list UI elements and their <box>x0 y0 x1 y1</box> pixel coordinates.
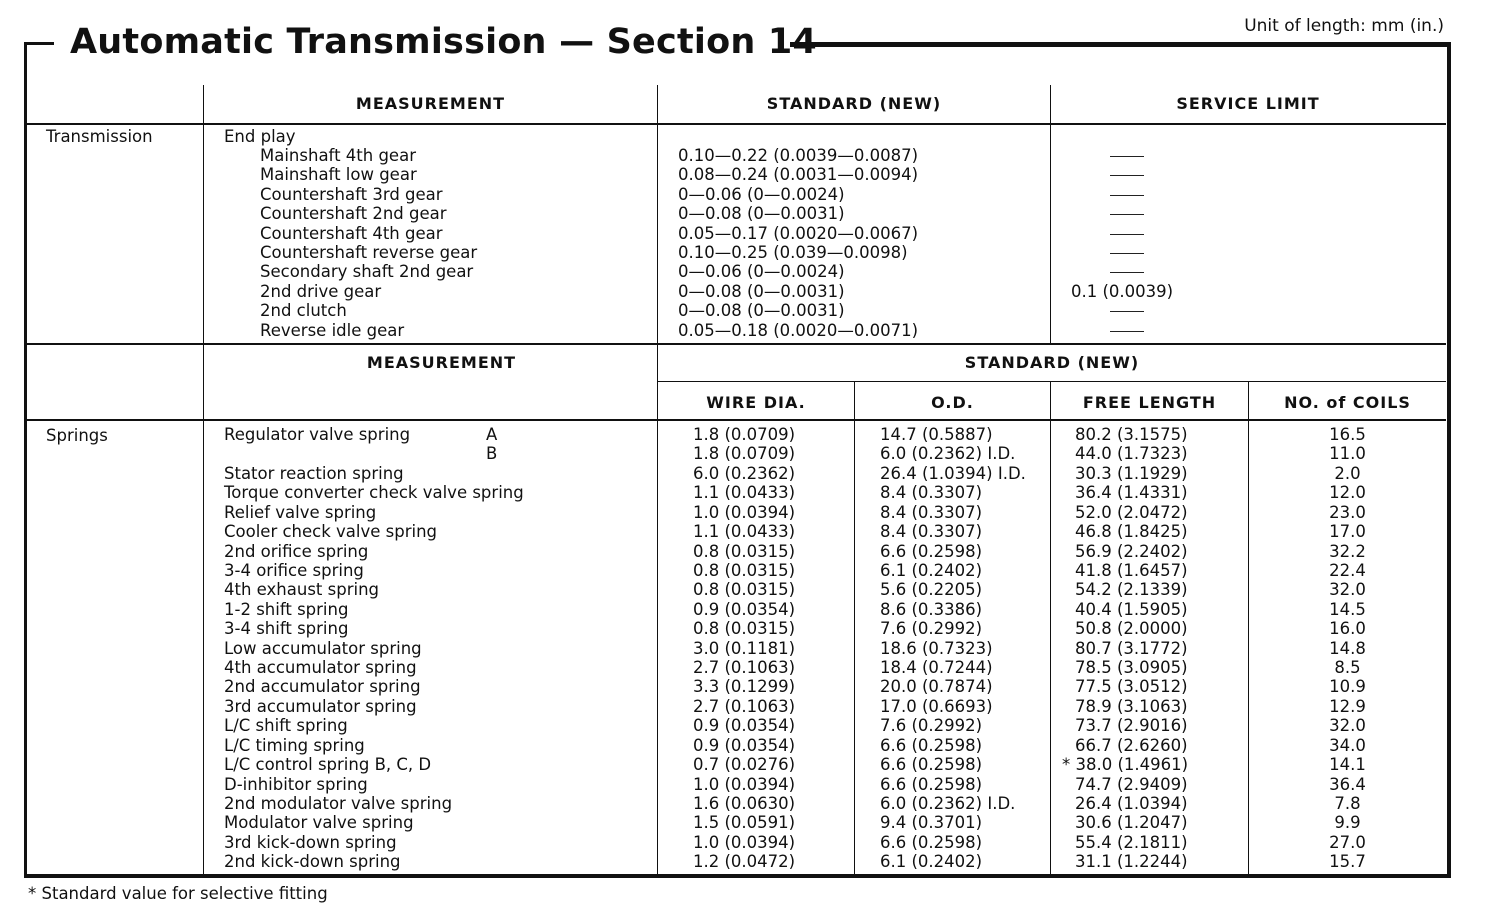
transmission-standard: 0.05—0.18 (0.0020—0.0071) <box>678 320 919 340</box>
spring-free-length: 31.1 (1.2244) <box>1075 852 1188 872</box>
transmission-standard: 0—0.08 (0—0.0031) <box>678 281 845 301</box>
spring-od: 6.1 (0.2402) <box>880 560 983 580</box>
spring-item: Torque converter check valve spring <box>224 483 524 503</box>
spring-wire-dia: 6.0 (0.2362) <box>693 463 796 483</box>
transmission-item: Countershaft reverse gear <box>260 243 478 262</box>
spring-od: 8.4 (0.3307) <box>880 502 983 522</box>
spring-od: 18.6 (0.7323) <box>880 638 993 658</box>
spring-coils: 27.0 <box>1329 832 1366 852</box>
no-limit-dash <box>1110 165 1144 184</box>
transmission-item: 2nd drive gear <box>260 281 382 301</box>
spring-free-length: 44.0 (1.7323) <box>1075 444 1188 464</box>
spring-wire-dia: 1.1 (0.0433) <box>693 483 796 503</box>
rule-header1 <box>24 123 1446 125</box>
spring-coils: 16.5 <box>1329 425 1366 444</box>
spring-coils: 32.2 <box>1329 541 1366 561</box>
spring-item: D-inhibitor spring <box>224 774 368 794</box>
transmission-standard: 0.10—0.22 (0.0039—0.0087) <box>678 146 919 165</box>
t2-group-label: Springs <box>46 426 108 445</box>
spring-item: 4th accumulator spring <box>224 658 417 678</box>
spring-item: 4th exhaust spring <box>224 580 380 600</box>
spring-coils: 32.0 <box>1329 716 1366 736</box>
spring-item: 3-4 shift spring <box>224 619 349 639</box>
transmission-item: 2nd clutch <box>260 301 347 321</box>
spring-coils: 14.8 <box>1329 638 1366 658</box>
spring-coils: 8.5 <box>1334 658 1361 678</box>
t1-group-label: Transmission <box>46 127 153 146</box>
transmission-item: Reverse idle gear <box>260 320 405 340</box>
no-limit-dash <box>1110 301 1144 320</box>
spring-free-length: 56.9 (2.2402) <box>1075 541 1188 561</box>
spring-free-length: 41.8 (1.6457) <box>1075 560 1188 580</box>
spring-wire-dia: 0.7 (0.0276) <box>693 755 796 775</box>
spring-coils: 12.0 <box>1329 483 1366 503</box>
transmission-standard: 0—0.08 (0—0.0031) <box>678 204 845 224</box>
spring-wire-dia: 2.7 (0.1063) <box>693 696 796 716</box>
spring-od: 9.4 (0.3701) <box>880 813 983 833</box>
page-title: Automatic Transmission — Section 14 <box>70 22 817 62</box>
spring-free-length: * 38.0 (1.4961) <box>1062 755 1189 775</box>
spring-item: 2nd modulator valve spring <box>224 793 453 813</box>
spring-item: 2nd kick-down spring <box>224 852 401 872</box>
spring-free-length: 30.3 (1.1929) <box>1075 463 1188 483</box>
rule-subheader <box>658 381 1446 382</box>
unit-note: Unit of length: mm (in.) <box>1244 16 1444 36</box>
transmission-limit: 0.1 (0.0039) <box>1071 281 1174 301</box>
transmission-item: Countershaft 3rd gear <box>260 184 443 204</box>
t2-header-wire: WIRE DIA. <box>706 393 806 412</box>
spring-free-length: 80.7 (3.1772) <box>1075 638 1188 658</box>
transmission-item: Secondary shaft 2nd gear <box>260 262 474 282</box>
transmission-item: Mainshaft 4th gear <box>260 146 416 165</box>
rule-header2 <box>24 419 1446 421</box>
vrule-3a <box>1050 85 1051 345</box>
no-limit-dash <box>1110 321 1144 340</box>
no-limit-dash <box>1110 224 1144 243</box>
spring-wire-dia: 3.3 (0.1299) <box>693 677 796 697</box>
spring-coils: 2.0 <box>1334 463 1361 483</box>
spring-wire-dia: 0.8 (0.0315) <box>693 619 796 639</box>
spring-free-length: 80.2 (3.1575) <box>1075 425 1188 444</box>
t2-header-standard: STANDARD (NEW) <box>964 353 1140 372</box>
spring-wire-dia: 0.9 (0.0354) <box>693 716 796 736</box>
spring-free-length: 74.7 (2.9409) <box>1075 774 1188 794</box>
spring-coils: 36.4 <box>1329 774 1366 794</box>
no-limit-dash <box>1110 243 1144 262</box>
spring-coils: 14.1 <box>1329 755 1366 775</box>
rule-section <box>24 343 1446 345</box>
spring-free-length: 26.4 (1.0394) <box>1075 793 1188 813</box>
spring-free-length: 50.8 (2.0000) <box>1075 619 1188 639</box>
transmission-standard: 0.08—0.24 (0.0031—0.0094) <box>678 165 919 185</box>
t1-header-standard: STANDARD (NEW) <box>766 94 942 113</box>
vrule-free <box>1050 382 1051 874</box>
spring-coils: 15.7 <box>1329 852 1366 872</box>
spring-item: Cooler check valve spring <box>224 522 438 542</box>
spring-wire-dia: 1.5 (0.0591) <box>693 813 796 833</box>
spring-coils: 12.9 <box>1329 696 1366 716</box>
vrule-2 <box>657 85 658 874</box>
spring-wire-dia: 1.2 (0.0472) <box>693 852 796 872</box>
spring-coils: 32.0 <box>1329 580 1366 600</box>
spring-od: 8.6 (0.3386) <box>880 599 983 619</box>
spring-od: 6.6 (0.2598) <box>880 735 983 755</box>
spring-item: L/C shift spring <box>224 716 348 736</box>
spring-od: 18.4 (0.7244) <box>880 658 993 678</box>
spring-od: 6.6 (0.2598) <box>880 541 983 561</box>
spring-free-length: 30.6 (1.2047) <box>1075 813 1188 833</box>
spring-wire-dia: 0.8 (0.0315) <box>693 580 796 600</box>
transmission-standard: 0.10—0.25 (0.039—0.0098) <box>678 243 908 262</box>
spring-item: 1-2 shift spring <box>224 599 349 619</box>
spring-od: 8.4 (0.3307) <box>880 483 983 503</box>
spring-od: 7.6 (0.2992) <box>880 619 983 639</box>
spring-item: L/C control spring B, C, D <box>224 755 432 775</box>
spring-free-length: 54.2 (2.1339) <box>1075 580 1188 600</box>
spring-wire-dia: 1.6 (0.0630) <box>693 793 796 813</box>
transmission-item: Countershaft 4th gear <box>260 223 443 243</box>
spring-coils: 22.4 <box>1329 560 1366 580</box>
spring-free-length: 40.4 (1.5905) <box>1075 599 1188 619</box>
spring-wire-dia: 0.8 (0.0315) <box>693 541 796 561</box>
spring-od: 6.0 (0.2362) I.D. <box>880 793 1016 813</box>
spring-free-length: 73.7 (2.9016) <box>1075 716 1188 736</box>
spring-item: Modulator valve spring <box>224 813 414 833</box>
spring-od: 6.1 (0.2402) <box>880 852 983 872</box>
spring-free-length: 78.5 (3.0905) <box>1075 658 1188 678</box>
spring-wire-dia: 3.0 (0.1181) <box>693 638 796 658</box>
spring-variant: A <box>486 425 498 444</box>
spring-wire-dia: 0.9 (0.0354) <box>693 599 796 619</box>
spring-wire-dia: 2.7 (0.1063) <box>693 658 796 678</box>
spring-item: 2nd orifice spring <box>224 541 369 561</box>
transmission-item: Mainshaft low gear <box>260 165 417 185</box>
spring-wire-dia: 1.0 (0.0394) <box>693 832 796 852</box>
transmission-standard: 0.05—0.17 (0.0020—0.0067) <box>678 223 919 243</box>
transmission-standard: 0—0.06 (0—0.0024) <box>678 262 845 282</box>
spring-od: 26.4 (1.0394) I.D. <box>880 463 1026 483</box>
spring-wire-dia: 1.1 (0.0433) <box>693 522 796 542</box>
t1-header-measurement: MEASUREMENT <box>355 94 506 113</box>
spring-coils: 10.9 <box>1329 677 1366 697</box>
spring-od: 6.0 (0.2362) I.D. <box>880 444 1016 464</box>
spring-od: 6.6 (0.2598) <box>880 774 983 794</box>
spring-item: Low accumulator spring <box>224 638 422 658</box>
spring-item: Stator reaction spring <box>224 463 404 483</box>
spring-free-length: 66.7 (2.6260) <box>1075 735 1188 755</box>
spring-od: 6.6 (0.2598) <box>880 755 983 775</box>
spring-free-length: 52.0 (2.0472) <box>1075 502 1188 522</box>
t1-subgroup-label: End play <box>224 127 296 146</box>
spring-wire-dia: 1.8 (0.0709) <box>693 444 796 464</box>
no-limit-dash <box>1110 204 1144 223</box>
transmission-item: Countershaft 2nd gear <box>260 204 447 224</box>
spring-item: 3rd accumulator spring <box>224 696 417 716</box>
spring-item: 2nd accumulator spring <box>224 677 421 697</box>
spring-od: 7.6 (0.2992) <box>880 716 983 736</box>
spring-free-length: 77.5 (3.0512) <box>1075 677 1188 697</box>
spring-od: 17.0 (0.6693) <box>880 696 993 716</box>
t2-header-od: O.D. <box>931 393 974 412</box>
t1-header-service-limit: SERVICE LIMIT <box>1176 94 1320 113</box>
vrule-od <box>854 382 855 874</box>
transmission-standard: 0—0.08 (0—0.0031) <box>678 301 845 321</box>
spring-coils: 9.9 <box>1334 813 1361 833</box>
spring-free-length: 46.8 (1.8425) <box>1075 522 1188 542</box>
spring-coils: 34.0 <box>1329 735 1366 755</box>
footnote: * Standard value for selective fitting <box>28 884 328 903</box>
spring-wire-dia: 1.8 (0.0709) <box>693 425 796 444</box>
no-limit-dash <box>1110 262 1144 281</box>
t2-header-coils: NO. of COILS <box>1284 393 1411 412</box>
t2-header-measurement: MEASUREMENT <box>366 353 517 372</box>
spring-coils: 16.0 <box>1329 619 1366 639</box>
spring-wire-dia: 1.0 (0.0394) <box>693 502 796 522</box>
spring-coils: 17.0 <box>1329 522 1366 542</box>
spring-item: 3-4 orifice spring <box>224 560 364 580</box>
spring-item: Relief valve spring <box>224 502 377 522</box>
t2-header-free: FREE LENGTH <box>1082 393 1217 412</box>
spring-coils: 14.5 <box>1329 599 1366 619</box>
spring-od: 6.6 (0.2598) <box>880 832 983 852</box>
spring-free-length: 78.9 (3.1063) <box>1075 696 1188 716</box>
spring-item: 3rd kick-down spring <box>224 832 397 852</box>
spring-item: Regulator valve spring <box>224 425 411 444</box>
no-limit-dash <box>1110 185 1144 204</box>
spring-od: 20.0 (0.7874) <box>880 677 993 697</box>
spring-coils: 7.8 <box>1334 793 1361 813</box>
spring-wire-dia: 1.0 (0.0394) <box>693 774 796 794</box>
spring-od: 8.4 (0.3307) <box>880 522 983 542</box>
spring-free-length: 36.4 (1.4331) <box>1075 483 1188 503</box>
vrule-1 <box>203 85 204 874</box>
spring-coils: 11.0 <box>1329 444 1366 464</box>
transmission-standard: 0—0.06 (0—0.0024) <box>678 184 845 204</box>
no-limit-dash <box>1110 146 1144 165</box>
spring-od: 14.7 (0.5887) <box>880 425 993 444</box>
spring-wire-dia: 0.9 (0.0354) <box>693 735 796 755</box>
spring-variant: B <box>486 444 498 464</box>
spring-item: L/C timing spring <box>224 735 365 755</box>
spring-free-length: 55.4 (2.1811) <box>1075 832 1188 852</box>
spring-wire-dia: 0.8 (0.0315) <box>693 560 796 580</box>
spring-od: 5.6 (0.2205) <box>880 580 983 600</box>
spring-coils: 23.0 <box>1329 502 1366 522</box>
